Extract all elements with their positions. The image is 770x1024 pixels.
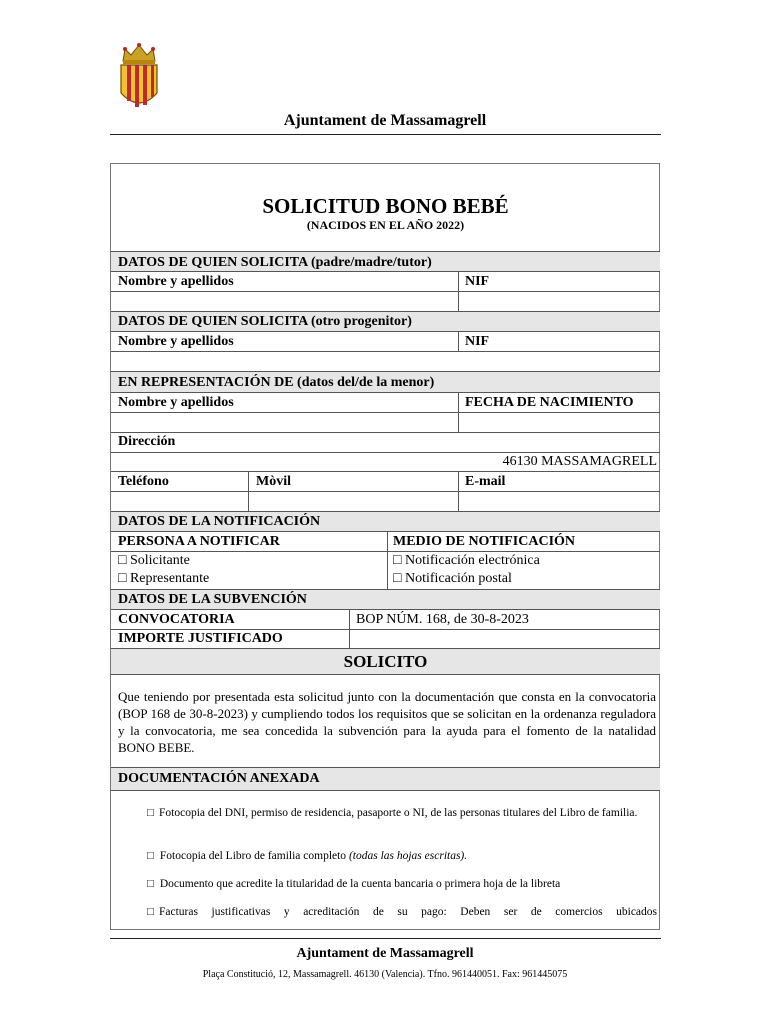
divider: [111, 609, 660, 610]
sec3-phone-label: Teléfono: [118, 474, 169, 489]
doc-item-text: Documento que acredite la titularidad de la cuenta bancaria o primera hoja de la libreta: [159, 878, 561, 890]
sec3-mobile-field[interactable]: [249, 492, 458, 511]
checkbox-icon[interactable]: □: [147, 807, 154, 819]
divider: [458, 271, 459, 311]
sec3-email-field[interactable]: [459, 492, 659, 511]
divider: [458, 331, 459, 351]
divider: [111, 674, 660, 675]
divider: [111, 251, 660, 252]
sec1-nif-label: NIF: [465, 274, 490, 289]
divider: [387, 531, 388, 589]
footer-address: Plaça Constitució, 12, Massamagrell. 46130 (Valencia). Tfno. 961440051. Fax: 961445075: [202, 969, 568, 980]
subv-heading: DATOS DE LA SUBVENCIÓN: [118, 592, 307, 607]
doc-item-note: (todas las hojas escritas).: [348, 850, 468, 862]
notif-option-postal[interactable]: □ Notificación postal: [393, 571, 512, 586]
divider: [248, 471, 249, 511]
sec3-birth-field[interactable]: [459, 413, 659, 432]
divider: [349, 609, 350, 648]
sec3-name-label: Nombre y apellidos: [118, 395, 234, 410]
divider: [111, 471, 660, 472]
notif-heading: DATOS DE LA NOTIFICACIÓN: [118, 514, 321, 529]
sec1-name-field[interactable]: [111, 292, 458, 311]
form-title: SOLICITUD BONO BEBÉ: [262, 194, 509, 218]
header-org: Ajuntament de Massamagrell: [283, 112, 487, 129]
solicito-heading: SOLICITO: [343, 652, 428, 671]
doc-item-text: Facturas justificativas y acreditación de su pago: Deben ser de comercios ubicados: [159, 906, 657, 918]
sec2-heading: DATOS DE QUIEN SOLICITA (otro progenitor): [118, 314, 412, 329]
subv-conv-label: CONVOCATORIA: [118, 612, 235, 627]
sec3-city[interactable]: 46130 MASSAMAGRELL: [502, 454, 657, 469]
divider: [111, 432, 660, 433]
divider: [111, 790, 660, 791]
doc-item-text: Fotocopia del Libro de familia completo: [159, 850, 349, 862]
divider: [111, 392, 660, 393]
doc-item-text: Fotocopia del DNI, permiso de residencia, pasaporte o NI, de las personas titulares del Libro de familia.: [159, 807, 638, 819]
checkbox-icon[interactable]: □: [147, 878, 154, 890]
sec1-heading: DATOS DE QUIEN SOLICITA (padre/madre/tutor): [118, 255, 432, 270]
sec3-name-field[interactable]: [111, 413, 458, 432]
form-subtitle: (NACIDOS EN EL AÑO 2022): [306, 218, 465, 232]
crown-icon: [123, 43, 155, 64]
sec3-email-label: E-mail: [465, 474, 506, 489]
subv-conv-value: BOP NÚM. 168, de 30-8-2023: [356, 612, 529, 627]
coat-of-arms-logo: [117, 43, 161, 113]
doc-item-facturas: [147, 905, 657, 920]
sec3-birth-label: FECHA DE NACIMIENTO: [465, 395, 634, 410]
subv-amount-label: IMPORTE JUSTIFICADO: [118, 631, 283, 646]
subv-amount-field[interactable]: [350, 630, 659, 648]
doc-item-cuenta: [147, 877, 657, 892]
notif-who-label: PERSONA A NOTIFICAR: [118, 534, 280, 549]
docs-heading: DOCUMENTACIÓN ANEXADA: [118, 771, 320, 786]
solicito-text: Que teniendo por presentada esta solicitud junto con la documentación que consta en la convocatoria (BOP 168 de 30-8-2023) y cumpliendo todos los requisitos que se solicitan en la ordenanza reguladora y la convocatoria, me sea concedida la subvención para la ayuda para el fomento de la natalidad BONO BEBE.: [118, 689, 656, 755]
divider: [458, 392, 459, 432]
doc-item-libro: [147, 849, 657, 864]
divider: [458, 471, 459, 511]
notif-option-representante[interactable]: □ Representante: [118, 571, 210, 586]
footer-rule: [110, 938, 661, 939]
notif-option-electronica[interactable]: □ Notificación electrónica: [393, 553, 540, 568]
divider: [111, 452, 660, 453]
header-rule: [110, 134, 661, 135]
sec2-name-label: Nombre y apellidos: [118, 334, 234, 349]
divider: [111, 271, 660, 272]
notif-how-label: MEDIO DE NOTIFICACIÓN: [393, 534, 576, 549]
divider: [111, 531, 660, 532]
sec3-heading: EN REPRESENTACIÓN DE (datos del/de la menor): [118, 375, 435, 390]
sec3-address-label: Dirección: [118, 434, 176, 449]
sec2-name-field[interactable]: [111, 352, 660, 371]
sec2-nif-label: NIF: [465, 334, 490, 349]
divider: [111, 551, 660, 552]
sec3-phone-field[interactable]: [111, 492, 248, 511]
doc-item-dni: [147, 806, 657, 821]
divider: [111, 331, 660, 332]
footer-org: Ajuntament de Massamagrell: [296, 946, 474, 961]
checkbox-icon[interactable]: □: [147, 850, 154, 862]
sec3-mobile-label: Mòvil: [256, 474, 291, 489]
checkbox-icon[interactable]: □: [147, 906, 154, 918]
sec1-nif-field[interactable]: [459, 292, 659, 311]
notif-option-solicitante[interactable]: □ Solicitante: [118, 553, 190, 568]
sec1-name-label: Nombre y apellidos: [118, 274, 234, 289]
